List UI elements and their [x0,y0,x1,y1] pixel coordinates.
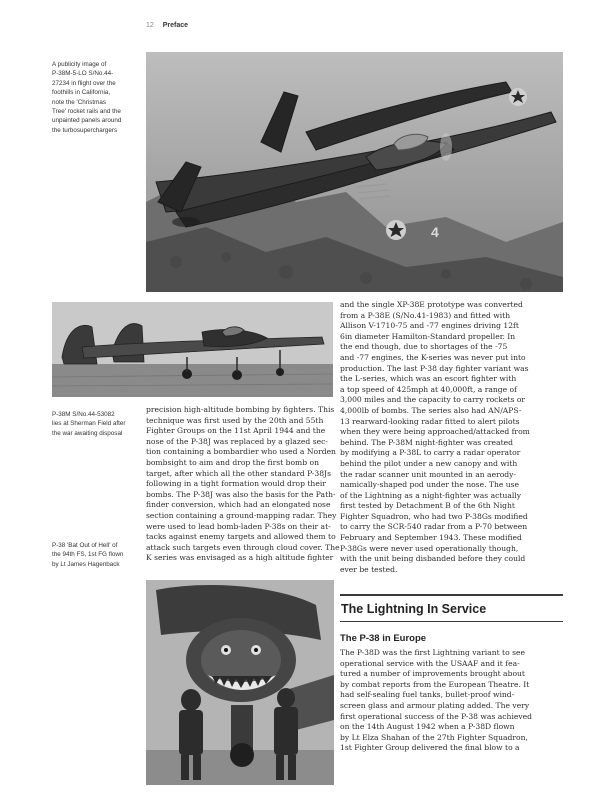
caption-middle-photo: P-38M S/No.44-53082 lies at Sherman Field after the war awaiting disposal [52,411,126,437]
subsection-heading: The P-38 in Europe [340,633,427,644]
running-header [146,22,188,29]
aircraft-marking: 4 [431,224,439,240]
page-number: 12 [146,22,154,29]
body-text-right-column: and the single XP-38E prototype was converted from a P-38E (S/No.41-1983) and fitted with Allison V-1710-75 and -77 engines driving 12ft 6in diameter Hamilton-Standard propeller. In the end though, due to shortages of the -75 and -77 engines, the K-series was never put into production. The last P-38 day fighter variant was the L-series, which was an escort fighter with a top speed of 425mph at 40,000ft, a range of 3,000 miles and the capacity to carry rockets or 4,000lb of bombs. The series also had AN/APS- 13 rearward-looking radar fitted to alert pilots when they were being approached/attacked from behind. The P-38M night-fighter was created by modifying a P-38L to carry a radar operator behind the pilot under a new canopy and with the radar scanner unit mounted in an aerody- namically-shaped pod under the nose. The use of the Lightning as a night-fighter was actually first tested by Detachment B of the 6th Night Fighter Squadron, who had two P-38Gs modified to carry the SCR-540 radar from a P-70 between February and September 1943. These modified P-38Gs were never used operationally though, with the unit being disbanded before they could ever be tested. [340,300,530,574]
photo-bat-out-of-hell [146,580,334,785]
body-text-left-column: precision high-altitude bombing by fighters. This technique was first used by the 20th and 55th Fighter Groups on the 11st April 1944 and the nose of the P-38J was replaced by a glazed sec- tion containing a bombardier who used a Norden bombsight to aim and drop the first bomb on target, after which all the other standard P-38Js following in a tight formation would drop their bombs. The P-38J was also the basis for the Path- finder conversion, which had an elongated nose section containing a ground-mapping radar. They were used to lead bomb-laden P-38s on their at- tacks against enemy targets and allowed them to attack such targets even through cloud cover. The K series was envisaged as a high altitude fighter [146,405,340,563]
section-heading: The Lightning In Service [340,594,563,622]
section-name: Preface [162,22,189,29]
caption-top-photo: A publicity image of P-38M-5-LO S/No.44- 27234 in flight over the foothills in California, note the 'Christmas Tree' rocket rails and the unpainted panels around the turbosuperchargers [52,61,122,134]
photo-p38m-in-flight [146,52,563,292]
section-body-text: The P-38D was the first Lightning variant to see operational service with the USAAF and it fea- tured a number of improvements brought about by combat reports from the European Theatre. It had self-sealing fuel tanks, bullet-proof wind- screen glass and armour plating added. The very first operational success of the P-38 was achieved on the 14th August 1942 when a P-38D flown by Lt Elza Shahan of the 27th Fighter Squadron, 1st Fighter Group delivered the final blow to a [340,648,533,753]
caption-bottom-photo: P-38 'Bat Out of Hell' of the 94th FS, 1st FG flown by Lt James Hagenback [52,542,124,568]
photo-p38m-sherman-field [52,302,333,397]
